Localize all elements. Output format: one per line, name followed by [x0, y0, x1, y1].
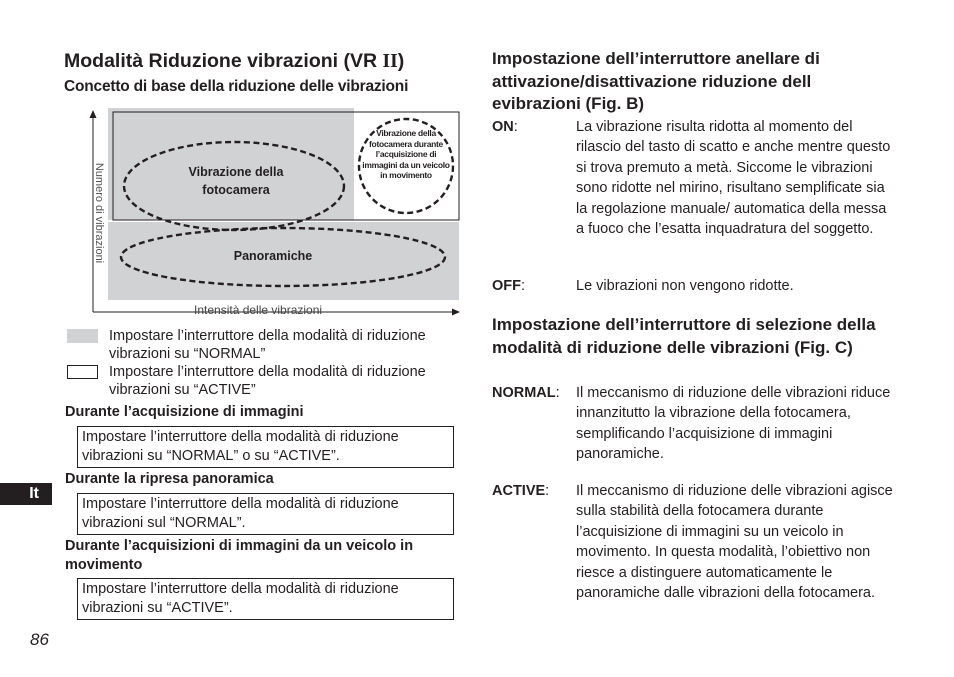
x-axis-arrow	[452, 309, 460, 316]
term-normal: NORMAL:	[492, 385, 560, 401]
label-panning: Panoramiche	[233, 249, 313, 263]
y-axis-arrow	[90, 110, 97, 118]
legend-swatch-active	[67, 365, 98, 379]
page-title: Modalità Riduzione vibrazioni (VR II)	[64, 50, 405, 72]
case-heading: Durante l’acquisizione di immagini	[65, 404, 304, 420]
desc-off: Le vibrazioni non vengono ridotte.	[576, 278, 794, 294]
x-axis-label: Intensità delle vibrazioni	[194, 303, 323, 317]
desc-normal: Il meccanismo di riduzione delle vibrazioni riduce innanzitutto la vibrazione della fotocamera, semplificando l’acquisizione di immagini panoramiche.	[576, 385, 891, 463]
case-box: Impostare l’interruttore della modalità di riduzione vibrazioni sul “NORMAL”.	[77, 493, 454, 535]
term-on: ON:	[492, 119, 518, 135]
y-axis-label: Numero di vibrazioni	[93, 162, 105, 264]
legend-swatch-normal	[67, 329, 98, 343]
desc-active: Il meccanismo di riduzione delle vibrazioni agisce sulla stabilità della fotocamera durante l’acquisizione di immagini su un veicolo in movimento. In questa modalità, l’obiettivo non riesce a distinguere automaticamente le panoramiche dalle vibrazioni della fotocamera.	[576, 483, 893, 602]
term-active: ACTIVE:	[492, 483, 550, 499]
section-c-title: Impostazione dell’interruttore di selezione della modalità di riduzione delle vibrazioni (Fig. C)	[492, 315, 876, 357]
term-off: OFF:	[492, 278, 526, 294]
language-tab: It	[0, 483, 52, 505]
case-box: Impostare l’interruttore della modalità di riduzione vibrazioni su “ACTIVE”.	[77, 578, 454, 620]
legend-normal-text: Impostare l’interruttore della modalità di riduzione vibrazioni su “NORMAL”	[109, 328, 426, 362]
case-box: Impostare l’interruttore della modalità di riduzione vibrazioni su “NORMAL” o su “ACTIVE”.	[77, 426, 454, 468]
desc-on: La vibrazione risulta ridotta al momento del rilascio del tasto di scatto e anche mentre questo si trova premuto a metà. Siccome le vibrazioni sono ridotte nel mirino, risultano semplificate sia la regolazione manuale/ automatica della messa a fuoco che l’esatta inquadratura del soggetto.	[576, 119, 891, 238]
section-subtitle: Concetto di base della riduzione delle vibrazioni	[64, 78, 409, 95]
section-b-title: Impostazione dell’interruttore anellare di attivazione/disattivazione riduzione dell evibrazioni (Fig. B)	[492, 49, 820, 113]
case-heading: Durante l’acquisizioni di immagini da un veicolo in movimento	[65, 538, 414, 573]
label-camera-vibration: Vibrazione della fotocamera	[188, 165, 284, 197]
label-vehicle-vibration: Vibrazione della fotocamera durante l’acquisizione di immagini da un veicolo in movimento	[362, 128, 450, 180]
case-heading: Durante la ripresa panoramica	[65, 471, 274, 487]
page-number: 86	[30, 630, 49, 649]
legend-active-text: Impostare l’interruttore della modalità di riduzione vibrazioni su “ACTIVE”	[109, 364, 426, 398]
